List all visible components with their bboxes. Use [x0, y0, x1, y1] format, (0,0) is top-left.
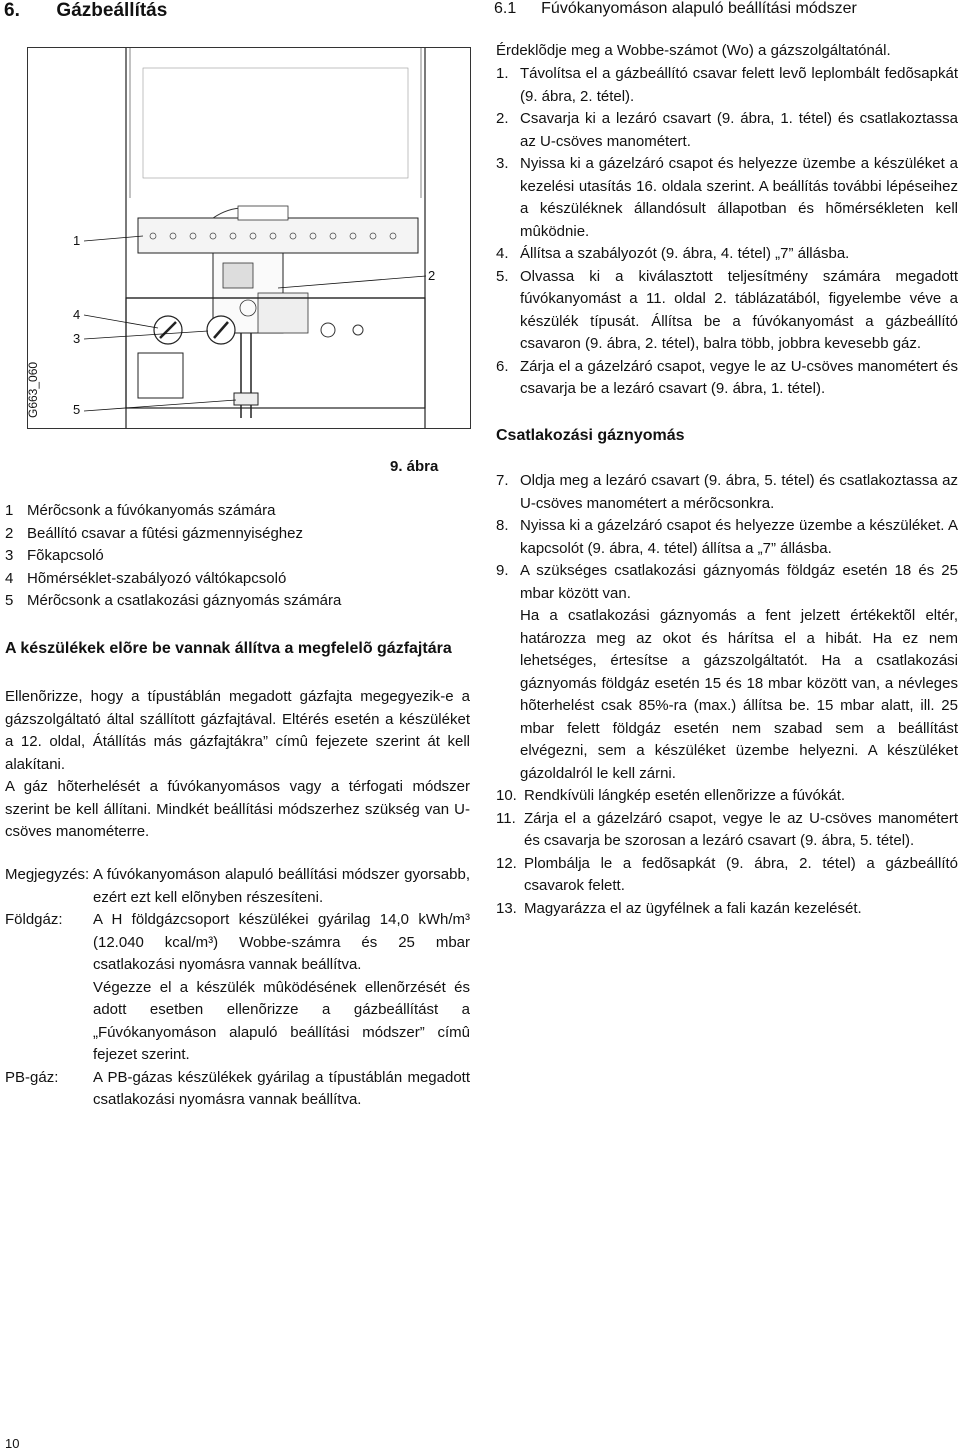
legend-item: 5 Mérõcsonk a csatlakozási gáznyomás számára — [5, 592, 342, 609]
step-12: 12. Plombálja le a fedõsapkát (9. ábra, 2. tétel) a gázbeállító csavarok felett. — [496, 854, 958, 894]
section-heading — [4, 0, 167, 22]
figure-caption: 9. ábra — [390, 458, 439, 475]
step-6: 6. Zárja el a gázelzáró csapot, vegye le az U-csöves manométert és csavarja be a lezáró csavart (9. ábra, 1. tétel). — [496, 357, 958, 397]
steps-list-a — [496, 63, 958, 401]
callout-2: 2 — [428, 268, 436, 283]
legend-item: 2 Beállító csavar a fûtési gázmennyiséghez — [5, 524, 303, 542]
note-megjegyzes: Megjegyzés: A fúvókanyomáson alapuló beállítási módszer gyorsabb, ezért ezt kell elõnyben részesíteni. — [5, 866, 470, 906]
steps-list-b — [496, 470, 958, 920]
subsection-heading — [494, 0, 857, 18]
step-11: 11. Zárja el a gázelzáró csapot, vegye le az U-csöves manométert és csavarja be szorosan a lezáró csavart (9. ábra, 5. tétel). — [496, 809, 958, 849]
note-foldgaz-2: Végezze el a készülék mûködésének ellenõrzését és adott esetben ellenõrizze a gázbeállítást a „Fúvókanyomáson alapuló beállítási módszer” címû fejezet szerint. — [93, 978, 470, 1063]
step-8: 8. Nyissa ki a gázelzáró csapot és helyezze üzembe a készüléket. A kapcsolót (9. ábra, 4. tétel) állítsa a „7” állásba. — [496, 517, 958, 557]
left-heading: A készülékek elõre be vannak állítva a megfelelõ gázfajtára — [5, 640, 452, 657]
subsection-title: Fúvókanyomáson alapuló beállítási módszer — [541, 0, 857, 17]
note-pb-gaz: PB-gáz: A PB-gázas készülékek gyárilag a típustáblán megadott csatlakozási nyomásra vannak beállítva. — [5, 1068, 470, 1108]
step-13: 13. Magyarázza el az ügyfélnek a fali kazán kezelését. — [496, 899, 862, 917]
legend-item: 4 Hõmérséklet-szabályozó váltókapcsoló — [5, 569, 287, 587]
page-number: 10 — [5, 1436, 20, 1451]
note-foldgaz: Földgáz: A H földgázcsoport készülékei gyárilag 14,0 kWh/m³ (12.040 kcal/m³) Wobbe-számra és 25 mbar csatlakozási nyomásra vannak beállítva. — [5, 911, 470, 973]
subsection-number: 6.1 — [494, 0, 517, 17]
callout-1: 1 — [73, 233, 81, 248]
callout-3: 3 — [73, 331, 81, 346]
step-1: 1. Távolítsa el a gázbeállító csavar felett levõ leplombált fedõsapkát (9. ábra, 2. tétel). — [496, 65, 958, 105]
legend-item: 3 Fõkapcsoló — [5, 547, 104, 564]
step-2: 2. Csavarja ki a lezáró csavart (9. ábra, 1. tétel) és csatlakoztassa az U-csöves manométert. — [496, 110, 958, 150]
step-4: 4. Állítsa a szabályozót (9. ábra, 4. tétel) „7” állásba. — [496, 245, 850, 262]
callout-5: 5 — [73, 402, 81, 417]
figure-code: G663_060 — [26, 361, 40, 418]
step-3: 3. Nyissa ki a gázelzáró csapot és helyezze üzembe a készüléket a kezelési utasítás 16. oldala szerint. A beállítás további lépéseihez a készüléknek állandósult állapotban és hõmérsékleten kell mûködnie. — [496, 155, 958, 240]
boiler-illustration — [28, 48, 470, 428]
left-para-1: Ellenõrizze, hogy a típustáblán megadott gázfajta megegyezik-e a gázszolgáltató által szállított gázfajtával. Eltérés esetén a készüléket a 12. oldal, Átállítás más gázfajtákra” címû fejezete szerint át kell alakítani. — [5, 688, 470, 773]
callout-4: 4 — [73, 307, 81, 322]
figure-9 — [27, 47, 471, 429]
legend-item: 1 Mérõcsonk a fúvókanyomás számára — [5, 502, 276, 519]
notes-block — [5, 864, 470, 1112]
right-heading-2: Csatlakozási gáznyomás — [496, 427, 685, 444]
step-9-continued: Ha a csatlakozási gáznyomás a fent jelzett értékektõl eltér, határozza meg az okot és hárítsa el a hibát. Ha ez nem lehetséges, értesítse a gázszolgáltatót. Ha a csatlakozási gáznyomás földgáz esetén 15 és 18 mbar között van, a névleges hõterhelést csak 85%-ra (max.) állítsa be. 15 mbar alatt, ill. 25 mbar felett földgáz esetén nem szabad sem a beállítást elvégezni, sem a készüléket üzembe helyezni. A készüléket gázoldalról le kell zárni. — [520, 607, 958, 782]
section-title: Gázbeállítás — [56, 0, 168, 21]
step-7: 7. Oldja meg a lezáró csavart (9. ábra, 5. tétel) és csatlakoztassa az U-csöves manométert a mérõcsonkra. — [496, 472, 958, 512]
left-para-2: A gáz hõterhelését a fúvókanyomásos vagy a térfogati módszer szerint be kell állítani. Mindkét beállítási módszerhez szükség van U-csöves manométerre. — [5, 778, 470, 840]
figure-legend — [5, 500, 470, 613]
right-intro: Érdeklõdje meg a Wobbe-számot (Wo) a gázszolgáltatónál. — [496, 42, 891, 59]
step-5: 5. Olvassa ki a kiválasztott teljesítmény számára megadott fúvókanyomást a 11. oldal 2. táblázatából, figyelembe véve a készülék típusát. Állítsa be a fúvókanyomást a gázbeállító csavaron (9. ábra, 2. tétel), balra több, jobbra kevesebb gáz. — [496, 267, 958, 352]
section-number: 6. — [4, 0, 20, 21]
step-9: 9. A szükséges csatlakozási gáznyomás földgáz esetén 18 és 25 mbar között van. — [496, 562, 958, 602]
step-10: 10. Rendkívüli lángkép esetén ellenõrizze a fúvókát. — [496, 787, 846, 804]
